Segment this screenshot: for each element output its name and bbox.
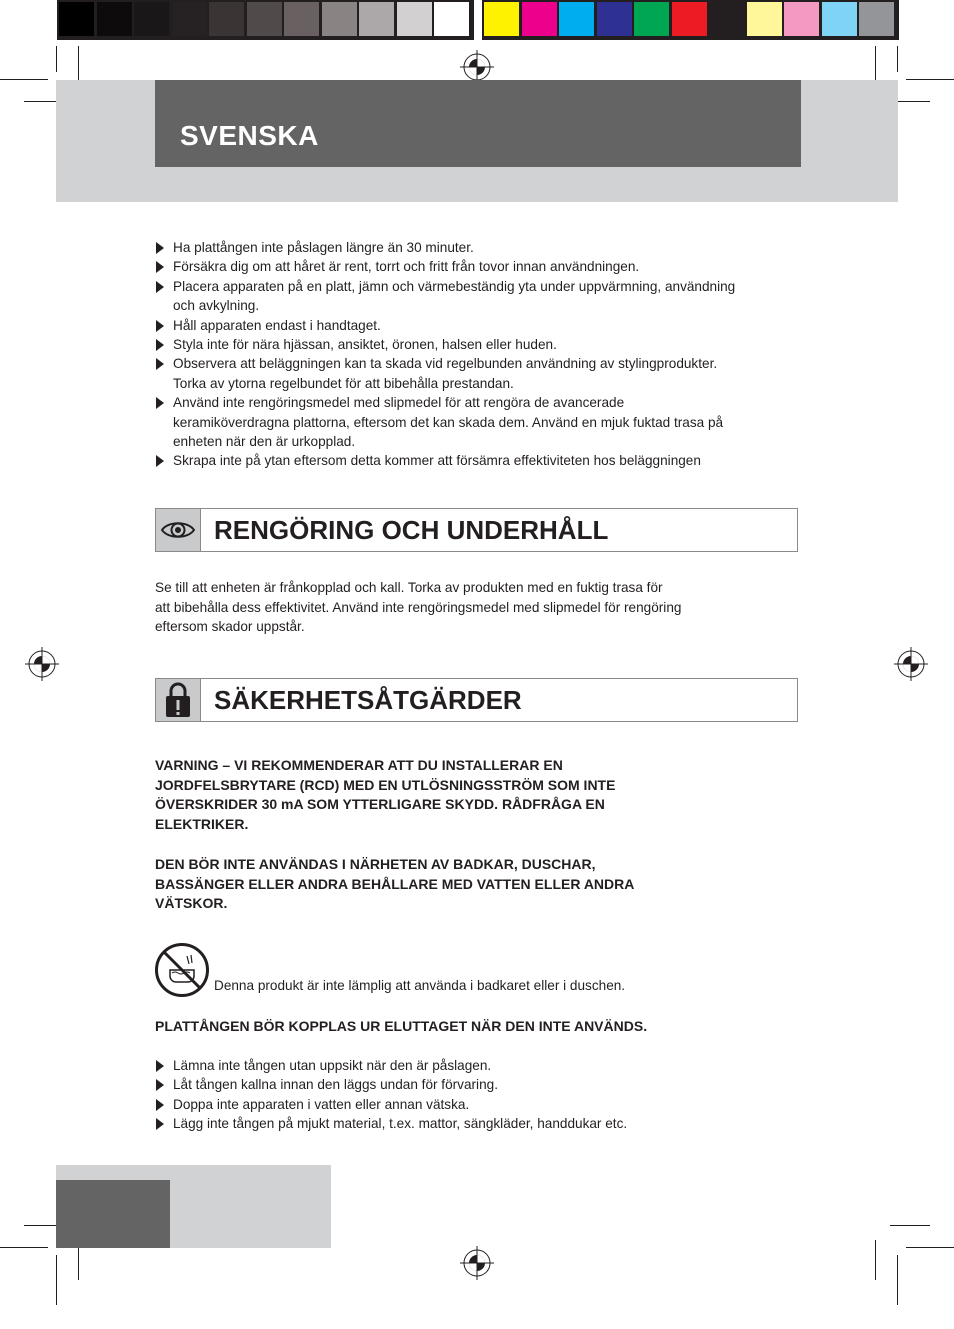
color-swatch	[397, 2, 432, 36]
color-swatch	[597, 2, 632, 36]
crop-mark	[56, 1255, 57, 1305]
color-swatch	[634, 2, 669, 36]
text-line: Torka av ytorna regelbundet för att bibehålla prestandan.	[173, 375, 514, 391]
crop-mark	[875, 1240, 876, 1280]
grayscale-color-bar	[57, 0, 474, 40]
text-line: VÄTSKOR.	[155, 895, 228, 912]
bullet-arrow-icon	[156, 242, 164, 254]
color-swatch	[822, 2, 857, 36]
eye-icon	[156, 509, 201, 551]
color-swatch	[97, 2, 132, 36]
color-swatch	[134, 2, 169, 36]
no-bath-icon	[154, 942, 210, 998]
text-line: och avkylning.	[173, 298, 260, 314]
text-line: DEN BÖR INTE ANVÄNDAS I NÄRHETEN AV BADKAR, DUSCHAR,	[155, 856, 596, 872]
crop-mark	[906, 1247, 954, 1248]
list-item	[155, 354, 795, 393]
bullet-arrow-icon	[156, 339, 164, 351]
crop-mark	[890, 1225, 930, 1226]
text-line: Ha plattången inte påslagen längre än 30 minuter.	[173, 240, 474, 255]
text-line: Använd inte rengöringsmedel med slipmedel för att rengöra de avancerade	[173, 395, 625, 411]
color-swatch	[172, 2, 207, 36]
rcd-warning	[155, 756, 795, 834]
water-warning	[155, 855, 795, 914]
bullet-arrow-icon	[156, 1060, 164, 1072]
text-line: JORDFELSBRYTARE (RCD) MED EN UTLÖSNINGSSTRÖM SOM INTE	[155, 776, 616, 793]
text-line: eftersom skador uppstår.	[155, 619, 305, 635]
list-item	[155, 393, 795, 451]
text-line: Styla inte för nära hjässan, ansiktet, öronen, halsen eller huden.	[173, 337, 557, 353]
bullet-arrow-icon	[156, 455, 164, 467]
crop-mark	[906, 79, 954, 80]
bullet-arrow-icon	[156, 397, 164, 409]
warning-lock-icon	[156, 679, 201, 721]
intro-bullet-list	[155, 238, 795, 471]
unplug-warning: PLATTÅNGEN BÖR KOPPLAS UR ELUTTAGET NÄR DEN INTE ANVÄNDS.	[155, 1018, 648, 1034]
bullet-arrow-icon	[156, 1099, 164, 1111]
color-swatch	[484, 2, 519, 36]
text-line: VARNING – VI REKOMMENDERAR ATT DU INSTALLERAR EN	[155, 757, 563, 773]
color-swatch	[209, 2, 244, 36]
bullet-arrow-icon	[156, 358, 164, 370]
list-item-text: Låt tången kallna innan den läggs undan för förvaring.	[173, 1077, 498, 1093]
cleaning-section-header	[155, 508, 798, 552]
safety-title: SÄKERHETSÅTGÄRDER	[214, 685, 522, 715]
list-item	[155, 1095, 795, 1114]
color-swatch	[322, 2, 357, 36]
color-swatch	[359, 2, 394, 36]
bullet-arrow-icon	[156, 1079, 164, 1091]
text-line: Håll apparaten endast i handtaget.	[173, 317, 381, 333]
registration-mark-icon	[894, 647, 928, 681]
list-item	[155, 1075, 795, 1094]
text-line: Observera att beläggningen kan ta skada vid regelbunden användning av stylingprodukter.	[173, 356, 718, 372]
safety-bullet-list	[155, 1056, 795, 1134]
bath-warning-text: Denna produkt är inte lämplig att använda i badkaret eller i duschen.	[214, 978, 626, 993]
color-swatch	[559, 2, 594, 36]
list-item	[155, 238, 795, 257]
safety-section-header	[155, 678, 798, 722]
footer-box	[56, 1180, 170, 1248]
cmyk-color-bar	[482, 0, 899, 40]
crop-mark	[56, 46, 57, 72]
text-line: Placera apparaten på en platt, jämn och värmebeständig yta under uppvärmning, användning	[173, 278, 736, 294]
color-swatch	[59, 2, 94, 36]
color-swatch	[747, 2, 782, 36]
language-title: SVENSKA	[180, 120, 319, 151]
color-swatch	[672, 2, 707, 36]
text-line: ELEKTRIKER.	[155, 815, 249, 832]
cleaning-paragraph	[155, 578, 775, 637]
list-item-text: Lämna inte tången utan uppsikt när den är påslagen.	[173, 1058, 492, 1073]
registration-mark-icon	[460, 50, 494, 84]
text-line: Skrapa inte på ytan eftersom detta kommer att försämra effektiviteten hos beläggningen	[173, 453, 701, 469]
color-swatch	[859, 2, 894, 36]
list-item-text: Doppa inte apparaten i vatten eller annan vätska.	[173, 1096, 470, 1112]
list-item	[155, 335, 795, 354]
crop-mark	[897, 1255, 898, 1305]
color-swatch	[709, 2, 744, 36]
text-line: BASSÄNGER ELLER ANDRA BEHÅLLARE MED VATTEN ELLER ANDRA	[155, 875, 635, 892]
color-swatch	[247, 2, 282, 36]
registration-mark-icon	[25, 647, 59, 681]
text-line: enheten när den är urkopplad.	[173, 434, 356, 450]
crop-mark	[0, 79, 48, 80]
text-line: keramiköverdragna plattorna, eftersom det kan skada dem. Använd en mjuk fuktad trasa på	[173, 414, 724, 430]
text-line: Se till att enheten är frånkopplad och kall. Torka av produkten med en fuktig trasa för	[155, 580, 663, 595]
list-item	[155, 277, 795, 316]
list-item	[155, 451, 795, 470]
color-swatch	[284, 2, 319, 36]
list-item	[155, 316, 795, 335]
list-item	[155, 1056, 795, 1075]
color-swatch	[784, 2, 819, 36]
color-swatch	[522, 2, 557, 36]
crop-mark	[897, 46, 898, 72]
cleaning-title: RENGÖRING OCH UNDERHÅLL	[214, 515, 609, 545]
text-line: Försäkra dig om att håret är rent, torrt och fritt från tovor innan användningen.	[173, 259, 640, 275]
bullet-arrow-icon	[156, 320, 164, 332]
crop-mark	[0, 1247, 48, 1248]
list-item-text: Lägg inte tången på mjukt material, t.ex. mattor, sängkläder, handdukar etc.	[173, 1116, 628, 1132]
text-line: att bibehålla dess effektivitet. Använd inte rengöringsmedel med slipmedel för rengöring	[155, 599, 682, 615]
text-line: ÖVERSKRIDER 30 mA SOM YTTERLIGARE SKYDD. RÅDFRÅGA EN	[155, 796, 605, 813]
bullet-arrow-icon	[156, 1118, 164, 1130]
bullet-arrow-icon	[156, 281, 164, 293]
registration-mark-icon	[460, 1246, 494, 1280]
list-item	[155, 1114, 795, 1133]
list-item	[155, 257, 795, 276]
color-swatch	[434, 2, 469, 36]
bullet-arrow-icon	[156, 261, 164, 273]
